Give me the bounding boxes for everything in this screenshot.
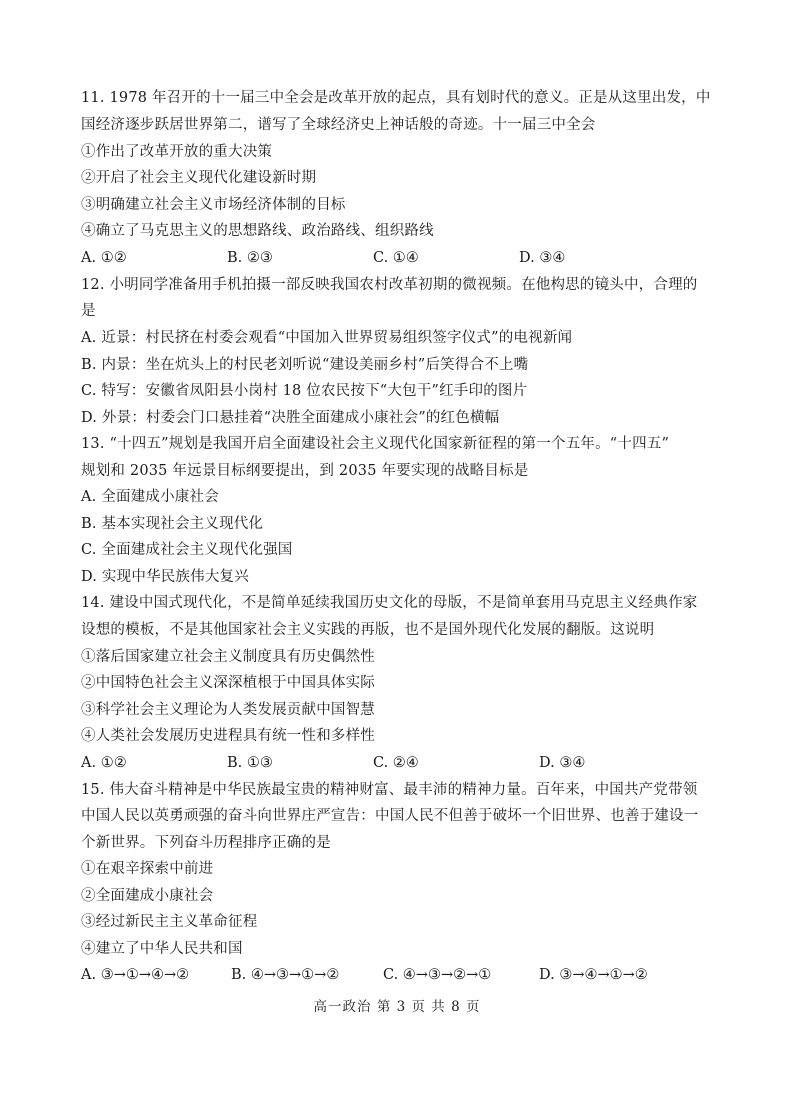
option-a: A. 近景：村民挤在村委会观看“中国加入世界贸易组织签字仪式”的电视新闻 [81,330,573,346]
option-c: C. 全面建成社会主义现代化强国 [81,542,293,558]
option-b: B. 基本实现社会主义现代化 [81,516,264,532]
statement-item: ②全面建成小康社会 [81,888,214,904]
option-c: C. 特写：安徽省凤阳县小岗村 18 位农民按下“大包干”红手印的图片 [81,383,528,399]
question-stem-line: 15. 伟大奋斗精神是中华民族最宝贵的精神财富、最丰沛的精神力量。百年来，中国共产党带领 [81,782,698,798]
question-stem-line: 13. “十四五”规划是我国开启全面建设社会主义现代化国家新征程的第一个五年。“十四五” [81,436,670,452]
statement-item: ④建立了中华人民共和国 [81,941,243,957]
option-b: B. ④→③→①→② [231,967,340,983]
option-d: D. ③④ [539,755,586,771]
statement-item: ①在艰辛探索中前进 [81,861,214,877]
statement-item: ④确立了马克思主义的思想路线、政治路线、组织路线 [81,223,434,239]
statement-item: ②中国特色社会主义深深植根于中国具体实际 [81,675,375,691]
question-stem-line: 12. 小明同学准备用手机拍摄一部反映我国农村改革初期的微视频。在他构思的镜头中，合理的 [81,277,698,293]
option-a: A. ①② [81,755,127,771]
answer-options [81,753,721,773]
question-stem-line: 国经济逐步跃居世界第二，谱写了全球经济史上神话般的奇迹。十一届三中全会 [81,117,596,133]
option-d: D. ③④ [519,250,566,266]
option-a: A. 全面建成小康社会 [81,489,219,505]
statement-item: ③科学社会主义理论为人类发展贡献中国智慧 [81,702,375,718]
option-a: A. ①② [81,250,127,266]
option-c: C. ①④ [373,250,419,266]
page-footer: 高一政治 第 3 页 共 8 页 [313,999,481,1015]
answer-options [81,965,721,985]
statement-item: ②开启了社会主义现代化建设新时期 [81,170,317,186]
statement-item: ③明确建立社会主义市场经济体制的目标 [81,197,346,213]
option-d: D. 实现中华民族伟大复兴 [81,569,249,585]
option-c: C. ②④ [373,755,419,771]
option-b: B. ①③ [227,755,273,771]
option-d: D. ③→④→①→② [539,967,648,983]
question-stem-line: 个新世界。下列奋斗历程排序正确的是 [81,835,331,851]
question-stem-line: 中国人民以英勇顽强的奋斗向世界庄严宣告：中国人民不但善于破坏一个旧世界、也善于建设一 [81,808,699,824]
question-stem-line: 是 [81,303,96,319]
question-stem-line: 11. 1978 年召开的十一届三中全会是改革开放的起点，具有划时代的意义。正是从这里出发，中 [81,90,711,106]
question-stem-line: 14. 建设中国式现代化，不是简单延续我国历史文化的母版，不是简单套用马克思主义经典作家 [81,595,698,611]
option-d: D. 外景：村委会门口悬挂着“决胜全面建成小康社会”的红色横幅 [81,410,500,426]
statement-item: ①作出了改革开放的重大决策 [81,144,273,160]
question-stem-line: 规划和 2035 年远景目标纲要提出，到 2035 年要实现的战略目标是 [81,463,529,479]
question-stem-line: 设想的模板，不是其他国家社会主义实践的再版，也不是国外现代化发展的翻版。这说明 [81,622,655,638]
option-b: B. ②③ [227,250,273,266]
option-a: A. ③→①→④→② [81,967,190,983]
option-c: C. ④→③→②→① [383,967,492,983]
statement-item: ④人类社会发展历史进程具有统一性和多样性 [81,728,375,744]
answer-options [81,248,721,268]
statement-item: ①落后国家建立社会主义制度具有历史偶然性 [81,649,375,665]
option-b: B. 内景：坐在炕头上的村民老刘听说“建设美丽乡村”后笑得合不上嘴 [81,357,529,373]
statement-item: ③经过新民主主义革命征程 [81,914,258,930]
